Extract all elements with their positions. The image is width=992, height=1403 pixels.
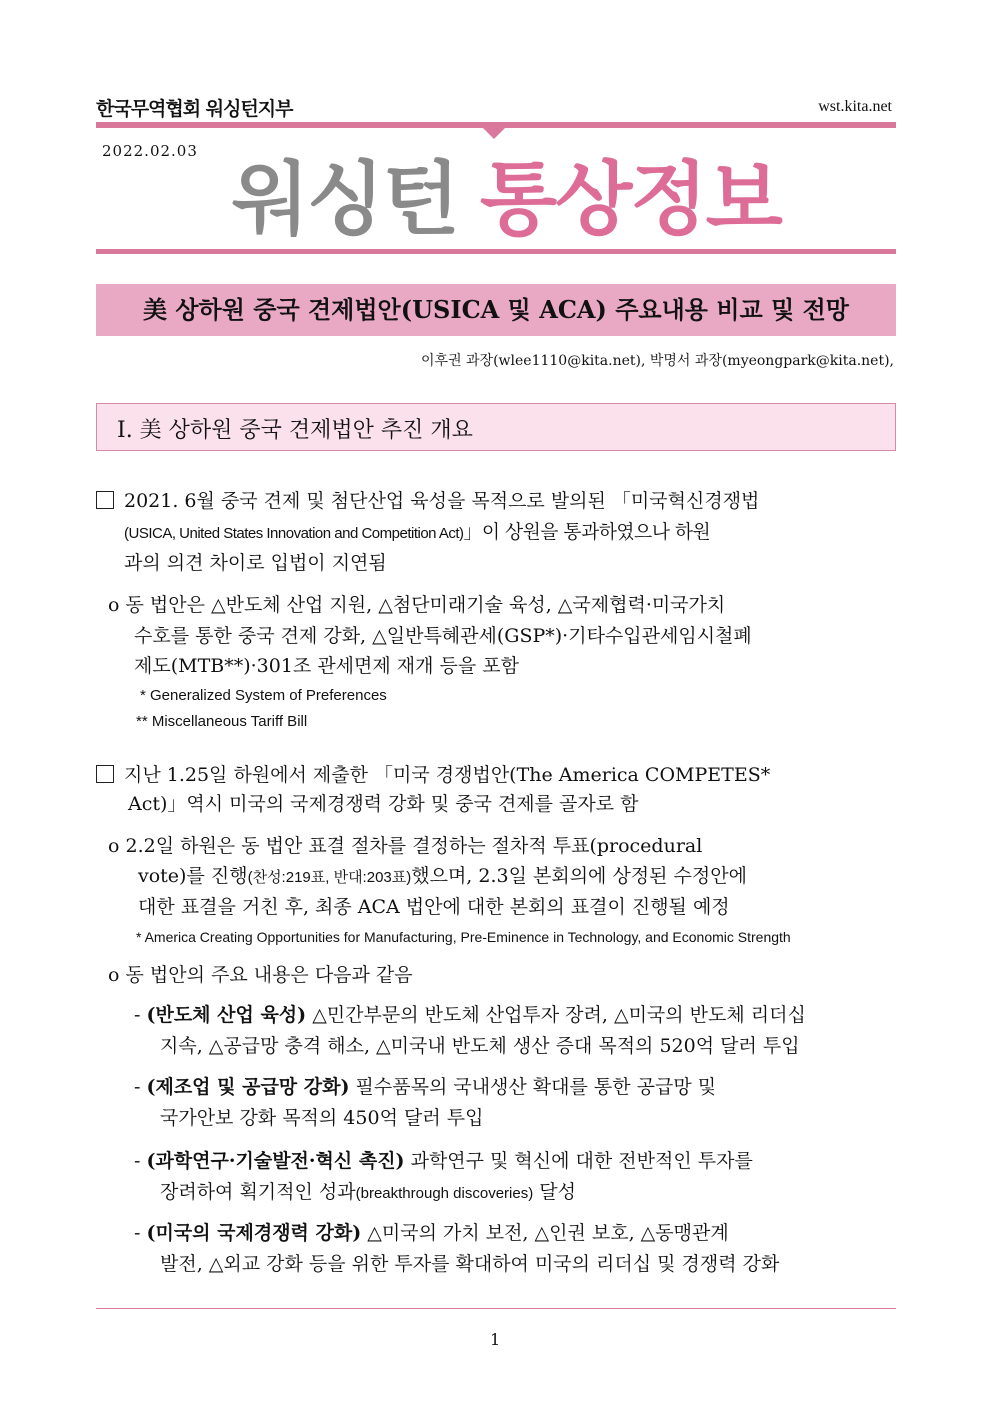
dash-2-line-1: - (제조업 및 공급망 강화) 필수품목의 국내생산 확대를 통한 공급망 및 bbox=[134, 1076, 717, 1098]
title-divider bbox=[96, 249, 896, 254]
footnote-gsp: * Generalized System of Preferences bbox=[140, 687, 387, 704]
sub-2-line-3: 대한 표결을 거친 후, 최종 ACA 법안에 대한 본회의 표결이 진행될 예정 bbox=[138, 896, 730, 918]
footnote-mtb: ** Miscellaneous Tariff Bill bbox=[136, 713, 308, 730]
dash-1-line-2: 지속, △공급망 충격 해소, △미국내 반도체 생산 증대 목적의 520억 달러 투입 bbox=[160, 1035, 800, 1057]
section-heading-box bbox=[96, 403, 896, 451]
section-heading: Ⅰ. 美 상하원 중국 견제법안 추진 개요 bbox=[117, 418, 473, 443]
newsletter-title-part2: 통상정보 bbox=[479, 153, 781, 246]
newsletter-title-part1: 워싱턴 bbox=[232, 153, 458, 246]
dash-3-line-1: - (과학연구·기술발전·혁신 촉진) 과학연구 및 혁신에 대한 전반적인 투자를 bbox=[134, 1150, 753, 1172]
footer-divider bbox=[96, 1308, 896, 1309]
article-title-bar bbox=[96, 284, 896, 336]
dash-2-line-2: 국가안보 강화 목적의 450억 달러 투입 bbox=[160, 1107, 484, 1129]
newsletter-title bbox=[232, 150, 781, 250]
sub-2-line-1: o 2.2일 하원은 동 법안 표결 절차를 결정하는 절차적 투표(procedural bbox=[108, 835, 703, 857]
sub-1-line-1: o 동 법안은 △반도체 산업 지원, △첨단미래기술 육성, △국제협력·미국가치 bbox=[108, 594, 726, 616]
article-title: 美 상하원 중국 견제법안(USICA 및 ACA) 주요내용 비교 및 전망 bbox=[143, 295, 849, 324]
authors: 이후권 과장(wlee1110@kita.net), 박명서 과장(myeongpark@kita.net), bbox=[421, 353, 894, 369]
sub-3: o 동 법안의 주요 내용은 다음과 같음 bbox=[108, 964, 413, 986]
sub-2-line-2: vote)를 진행(찬성:219표, 반대:203표)했으며, 2.3일 본회의에 상정된 수정안에 bbox=[138, 865, 747, 887]
checkbox-icon bbox=[96, 765, 114, 783]
sub-1-line-3: 제도(MTB**)·301조 관세면제 재개 등을 포함 bbox=[134, 655, 519, 677]
organization-name: 한국무역협회 워싱턴지부 bbox=[96, 98, 293, 120]
header-pointer-icon bbox=[482, 127, 506, 139]
checkbox-icon bbox=[96, 491, 114, 509]
publication-date: 2022.02.03 bbox=[102, 142, 198, 160]
bullet-1-line-3: 과의 의견 차이로 입법이 지연됨 bbox=[124, 552, 387, 574]
bullet-2-line-2: Act)」역시 미국의 국제경쟁력 강화 및 중국 견제를 골자로 함 bbox=[128, 793, 639, 815]
bullet-1-line-1: 2021. 6월 중국 견제 및 첨단산업 육성을 목적으로 발의된 「미국혁신경쟁법 bbox=[96, 486, 896, 516]
dash-1-line-1: - (반도체 산업 육성) △민간부문의 반도체 산업투자 장려, △미국의 반도체 리더십 bbox=[134, 1004, 806, 1026]
page-number: 1 bbox=[490, 1330, 501, 1349]
dash-3-line-2: 장려하여 획기적인 성과(breakthrough discoveries) 달성 bbox=[160, 1181, 576, 1203]
bullet-1-line-2: (USICA, United States Innovation and Competition Act)」이 상원을 통과하였으나 하원 bbox=[124, 522, 711, 543]
footnote-aca: * America Creating Opportunities for Manufacturing, Pre-Eminence in Technology, and Economic Strength bbox=[136, 929, 791, 945]
bullet-2-line-1: 지난 1.25일 하원에서 제출한 「미국 경쟁법안(The America COMPETES* bbox=[96, 760, 896, 790]
website-url[interactable]: wst.kita.net bbox=[818, 98, 892, 115]
sub-1-line-2: 수호를 통한 중국 견제 강화, △일반특혜관세(GSP*)·기타수입관세임시철폐 bbox=[134, 625, 752, 647]
dash-4-line-1: - (미국의 국제경쟁력 강화) △미국의 가치 보전, △인권 보호, △동맹관계 bbox=[134, 1222, 729, 1244]
dash-4-line-2: 발전, △외교 강화 등을 위한 투자를 확대하여 미국의 리더십 및 경쟁력 강화 bbox=[160, 1253, 780, 1275]
